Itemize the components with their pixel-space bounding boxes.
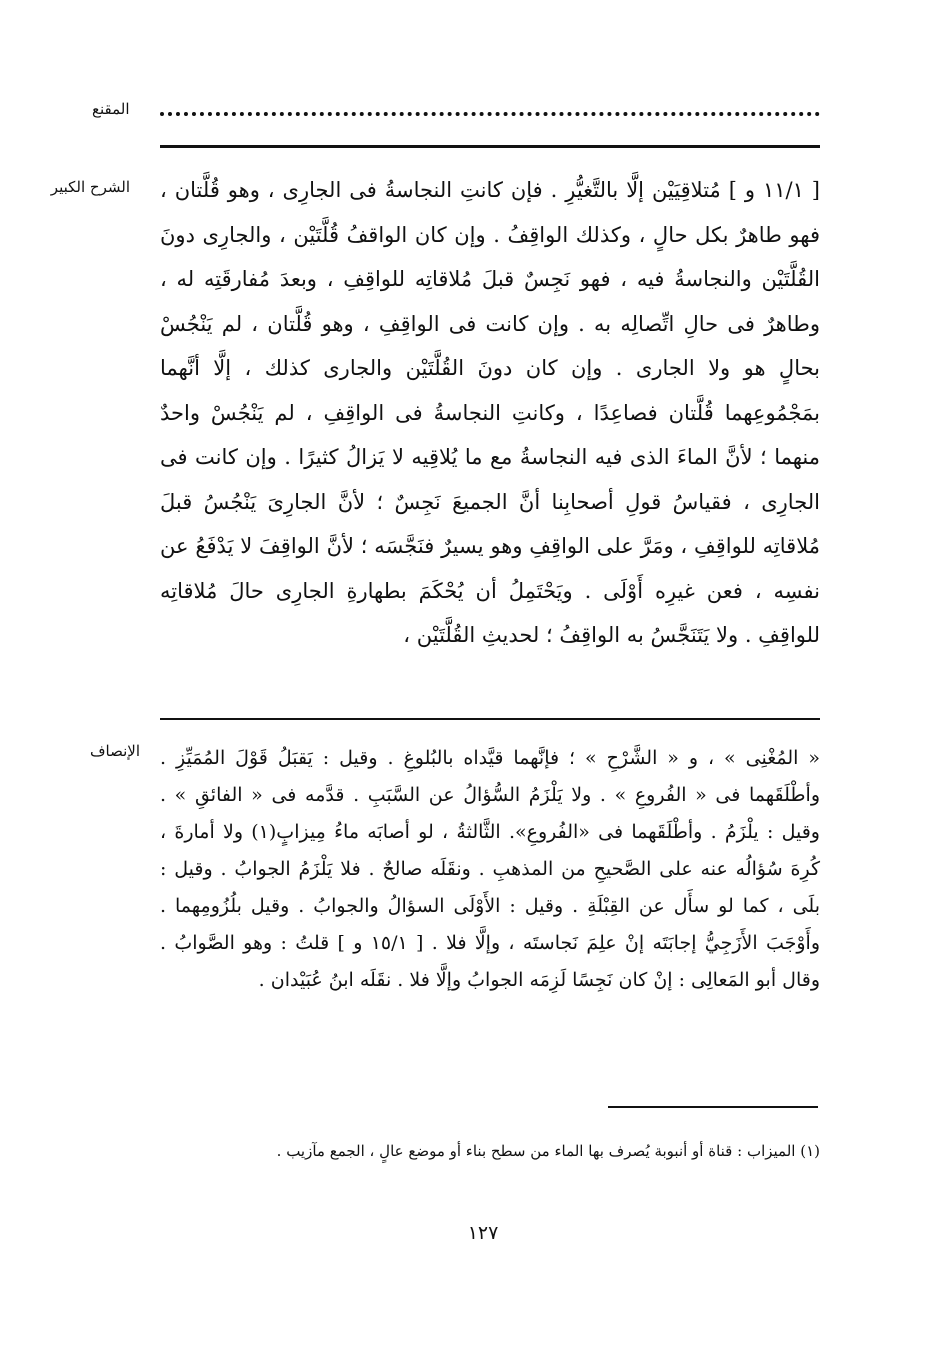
header-dotted-line (160, 96, 820, 116)
insaf-text (160, 740, 820, 999)
section-divider (160, 718, 820, 720)
footnote: (١) الميزاب : قناة أو أنبوبة يُصرف بها الماء من سطح بناء أو موضع عالٍ ، الجمع مآزيب . (276, 1142, 820, 1160)
main-commentary-label: الشرح الكبير (50, 178, 130, 196)
main-commentary-text (160, 168, 820, 658)
main-commentary-paragraph: [ ١١/١ و ] مُتلاقِيَيْن إلَّا بالتَّغيُّرِ . فإن كانتِ النجاسةُ فى الجارِى ، وهو قُلَّتان ، فهو طاهرٌ بكل حالٍ ، وكذلك الواقِفُ . وإن كان الواقفُ قُلَّتَيْن ، والجارِى دونَ القُلَّتَيْن والنجاسةُ فيه ، فهو نَجِسٌ قبلَ مُلاقاتِه للواقِفِ ، وبعدَ مُفارقَتِه له ، وطاهرٌ فى حالِ اتِّصالِه به . وإن كانت فى الواقِفِ ، وهو قُلَّتان ، لم يَنْجُسْ بحالٍ هو ولا الجارى . وإن كان دونَ القُلَّتَيْن والجارى كذلك ، إلَّا أنَّهما بمَجْمُوعِهما قُلَّتان فصاعِدًا ، وكانتِ النجاسةُ فى الواقِفِ ، لم يَنْجُسْ واحدٌ منهما ؛ لأنَّ الماءَ الذى فيه النجاسةُ مع ما يُلاقِيه لا يَزالُ كثيرًا . وإن كانت فى الجارِى ، فقياسُ قولِ أصحابِنا أنَّ الجميعَ نَجِسٌ ؛ لأنَّ الجارِىَ يَنْجُسُ قبلَ مُلاقاتِه للواقِفِ ، ومَرَّ على الواقِفِ وهو يسيرٌ فنَجَّسَه ؛ لأنَّ الواقِفَ لا يَدْفَعُ عن نفسِه ، فعن غيرِه أَوْلَى . ويَحْتَمِلُ أن يُحْكَمَ بطهارةِ الجارِى حالَ مُلاقاتِه للواقِفِ . ولا يَتَنَجَّسُ به الواقِفُ ؛ لحديثِ القُلَّتَيْن ، (160, 178, 820, 647)
insaf-paragraph: « المُغْنِى » ، و « الشَّرْحِ » ؛ فإنَّهما قيَّداه بالبُلوغِ . وقيل : يَقبَلُ قَوْلَ المُمَيِّزِ . وأطْلَقَهما فى « الفُروعِ » . ولا يَلْزَمُ السُّؤالُ عن السَّبَبِ . قدَّمه فى « الفائقِ » . وقيل : يلْزَمُ . وأطْلَقَهما فى «الفُروعِ». الثَّالثةُ ، لو أصابَه ماءُ مِيزابٍ(١) ولا أمارةَ ، كُرِهَ سُؤالُه عنه على الصَّحيحِ من المذهبِ . ونقَلَه صالحٌ . فلا يَلْزَمُ الجوابُ . وقيل : بلَى ، كما لو سأَل عن القِبْلَةِ . وقيل : الأَوْلَى السؤالُ والجوابُ . وقيل بلُزُومِهما . وأَوْجَبَ الأَزَجِيُّ إجابَتَه إنْ علِمَ نَجاستَه ، وإلَّا فلا . [ ١٥/١ و ] قلتُ : وهو الصَّوابُ . وقال أبو المَعالِى : إنْ كان نَجِسًا لَزِمَه الجوابُ وإلَّا فلا . نقَلَه ابنُ عُبَيْدان . (160, 747, 820, 991)
footnote-rule (608, 1106, 818, 1108)
running-header-title: المقنع (92, 100, 130, 118)
header-rule (160, 145, 820, 148)
page-number: ١٢٧ (467, 1222, 499, 1244)
insaf-label: الإنصاف (89, 742, 140, 760)
